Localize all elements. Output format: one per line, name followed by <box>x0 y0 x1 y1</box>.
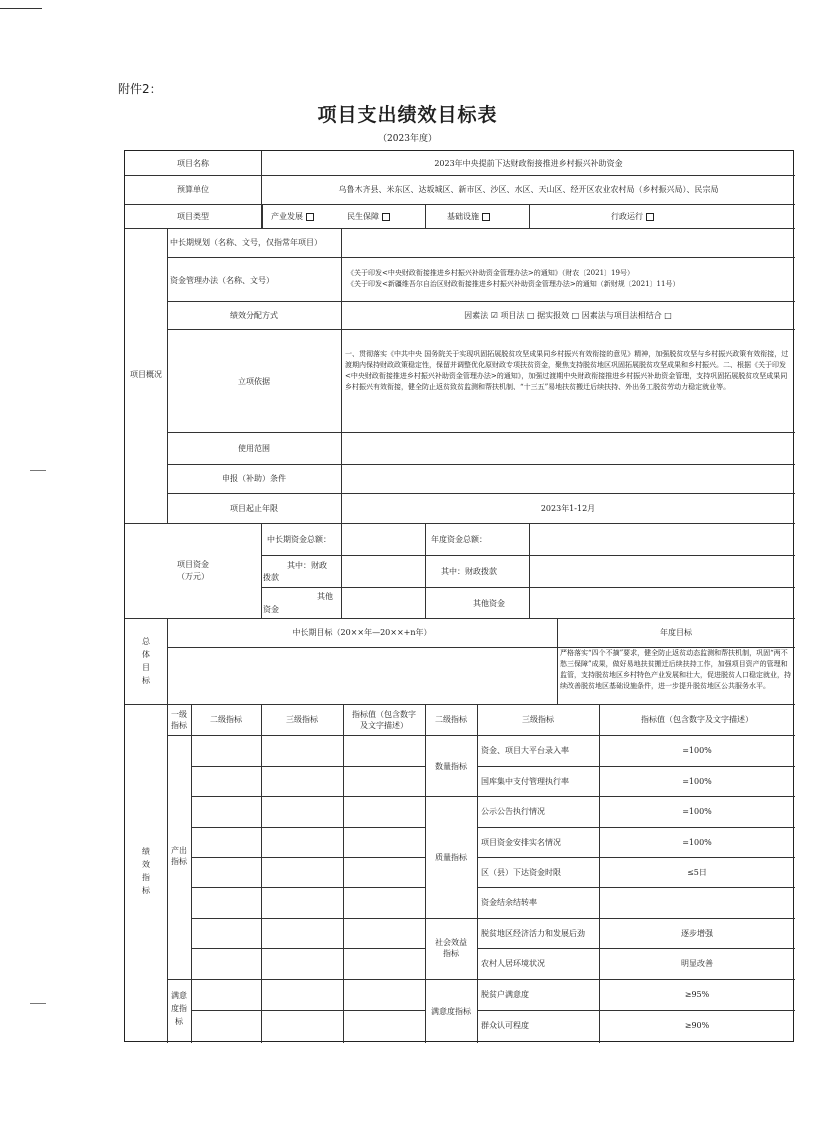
type-infrastructure <box>447 211 490 222</box>
indicator-name: 国库集中支付管理执行率 <box>481 777 569 786</box>
scope-label: 使用范围 <box>238 444 270 453</box>
header-level1-b: 指标 <box>171 721 187 730</box>
indicator-name: 项目资金安排实名情况 <box>481 838 561 847</box>
indicators-section-label: 绩 效 指 标 <box>142 847 150 895</box>
indicator-name: 脱贫地区经济活力和发展后劲 <box>481 929 585 938</box>
type-industry-label: 产业发展 <box>271 212 303 221</box>
year-goal-label: 年度目标 <box>660 628 692 637</box>
page-title: 项目支出绩效目标表 <box>317 104 498 126</box>
goals-section-label: 总 体 目 标 <box>142 637 150 685</box>
header-level2: 二级指标 <box>210 715 242 724</box>
indicator-name: 公示公告执行情况 <box>481 807 545 816</box>
year-fin-label: 其中：财政拨款 <box>441 567 497 576</box>
output-indicator-label: 产出 指标 <box>171 846 187 866</box>
group-satisfaction: 满意度指标 <box>431 1007 471 1016</box>
mid-plan-label: 中长期规划（名称、文号，仅指常年项目） <box>170 238 322 247</box>
type-admin-checkbox[interactable] <box>646 213 654 221</box>
period-value: 2023年1-12月 <box>540 504 596 513</box>
group-social-a: 社会效益 <box>435 938 467 947</box>
type-livelihood <box>347 211 390 222</box>
year-other-label: 其他资金 <box>473 599 505 608</box>
indicator-name: 农村人居环境状况 <box>481 959 545 968</box>
condition-label: 申报（补助）条件 <box>222 474 286 483</box>
type-infrastructure-checkbox[interactable] <box>482 213 490 221</box>
year-total-label: 年度资金总额： <box>431 535 487 544</box>
project-type-label: 项目类型 <box>177 212 209 221</box>
basis-text: 一、贯彻落实《中共中央 国务院关于实现巩固拓展脱贫攻坚成果同乡村振兴有效衔接的意见》精神，加强脱贫攻坚与乡村振兴政策有效衔接，过渡期内保持财政政策稳定性，保留并调整优化原财政专项扶贫资金，聚焦支持脱贫地区巩固拓展脱贫攻坚成果和乡村振兴。二、根据《关于印发<中央财政衔接推进乡村振兴补助资金管理办法>的通知》，加强过渡期中央财政衔接推进乡村振兴补助资金管理，支持巩固拓展脱贫攻坚成果同乡村振兴有效衔接，健全防止返贫致贫监测和帮扶机制、“十三五”易地扶贫搬迁后续扶持、外出务工脱贫劳动力稳定就业等。 <box>345 350 789 391</box>
mid-fin-label-a: 其中：财政 <box>287 561 327 570</box>
indicator-name: 资金结余结转率 <box>481 898 537 907</box>
header-level2-right: 二级指标 <box>435 715 467 724</box>
type-admin <box>611 211 654 222</box>
mid-fin-label-b: 拨款 <box>263 573 279 582</box>
attachment-label: 附件2： <box>118 82 162 96</box>
mid-other-label-b: 资金 <box>263 605 279 614</box>
year-label: （2023年度） <box>378 134 437 144</box>
indicator-value: =100% <box>682 807 712 816</box>
group-social-b: 指标 <box>443 949 459 958</box>
header-value-right: 指标值（包含数字及文字描述） <box>641 715 753 724</box>
header-level3-right: 三级指标 <box>522 715 554 724</box>
type-livelihood-label: 民生保障 <box>347 212 379 221</box>
alloc-value: 因素法 ☑ 项目法 □ 据实报效 □ 因素法与项目法相结合 □ <box>464 311 672 320</box>
project-name-label: 项目名称 <box>177 159 209 168</box>
alloc-label: 绩效分配方式 <box>230 311 278 320</box>
header-value-a: 指标值（包含数字 <box>352 710 416 719</box>
type-industry <box>271 211 314 222</box>
basis-label: 立项依据 <box>238 377 270 386</box>
indicator-value: 逐步增强 <box>681 929 713 938</box>
type-industry-checkbox[interactable] <box>306 213 314 221</box>
project-name-value: 2023年中央提前下达财政衔接推进乡村振兴补助资金 <box>434 159 623 168</box>
fund-method-1: 《关于印发<中央财政衔接推进乡村振兴补助资金管理办法>的通知》（财农〔2021〕19号） <box>347 269 634 277</box>
period-label: 项目起止年限 <box>230 504 278 513</box>
overview-section-label: 项目概况 <box>130 370 162 379</box>
group-quantity: 数量指标 <box>435 762 467 771</box>
mid-goal-label: 中长期目标（20××年—20××+n年） <box>292 628 432 637</box>
indicator-name: 群众认可程度 <box>481 1021 529 1030</box>
mid-total-label: 中长期资金总额： <box>267 535 331 544</box>
indicator-value: =100% <box>682 838 712 847</box>
performance-target-table <box>124 150 794 1042</box>
scan-mark-top-left <box>0 8 42 9</box>
header-level3: 三级指标 <box>286 715 318 724</box>
indicator-value: ≥95% <box>684 990 710 999</box>
indicator-value: 明显改善 <box>681 959 713 968</box>
header-level1-a: 一级 <box>171 710 187 719</box>
indicator-name: 脱贫户满意度 <box>481 990 529 999</box>
funds-label: 项目资金 <box>177 560 209 569</box>
type-infrastructure-label: 基础设施 <box>447 212 479 221</box>
header-value-b: 及文字描述） <box>360 721 408 730</box>
scan-mark-left-2 <box>30 1003 46 1004</box>
fund-method-2: 《关于印发<新疆维吾尔自治区财政衔接推进乡村振兴补助资金管理办法>的通知（新财规〔2021〕11号） <box>347 280 680 288</box>
indicator-value: ≤5日 <box>687 868 707 877</box>
type-livelihood-checkbox[interactable] <box>382 213 390 221</box>
indicator-value: =100% <box>682 746 712 755</box>
budget-unit-value: 乌鲁木齐县、米东区、达坂城区、新市区、沙区、水区、天山区、经开区农业农村局（乡村振兴局）、民宗局 <box>338 185 719 194</box>
indicator-name: 区（县）下达资金时限 <box>481 868 561 877</box>
satisfaction-indicator-label: 满意 度指 标 <box>171 991 187 1026</box>
scan-mark-left-1 <box>30 470 46 471</box>
budget-unit-label: 预算单位 <box>177 185 209 194</box>
indicator-value: =100% <box>682 777 712 786</box>
indicator-name: 资金、项目大平台录入率 <box>481 746 569 755</box>
fund-method-label: 资金管理办法（名称、文号） <box>170 276 274 285</box>
year-goal-text: 严格落实“四个不摘”要求，健全防止返贫动态监测和帮扶机制，巩固“两不愁三保障”成果，做好易地扶贫搬迁后续扶持工作，加强项目资产的管理和监管，支持脱贫地区乡村特色产业发展和壮大，促进脱贫人口稳定就业，持续改善脱贫地区基础设施条件，进一步提升脱贫地区公共服务水平。 <box>560 649 791 690</box>
type-admin-label: 行政运行 <box>611 212 643 221</box>
indicator-value: ≥90% <box>684 1021 710 1030</box>
funds-unit: （万元） <box>177 572 209 581</box>
group-quality: 质量指标 <box>435 853 467 862</box>
mid-other-label-a: 其他 <box>317 592 333 601</box>
